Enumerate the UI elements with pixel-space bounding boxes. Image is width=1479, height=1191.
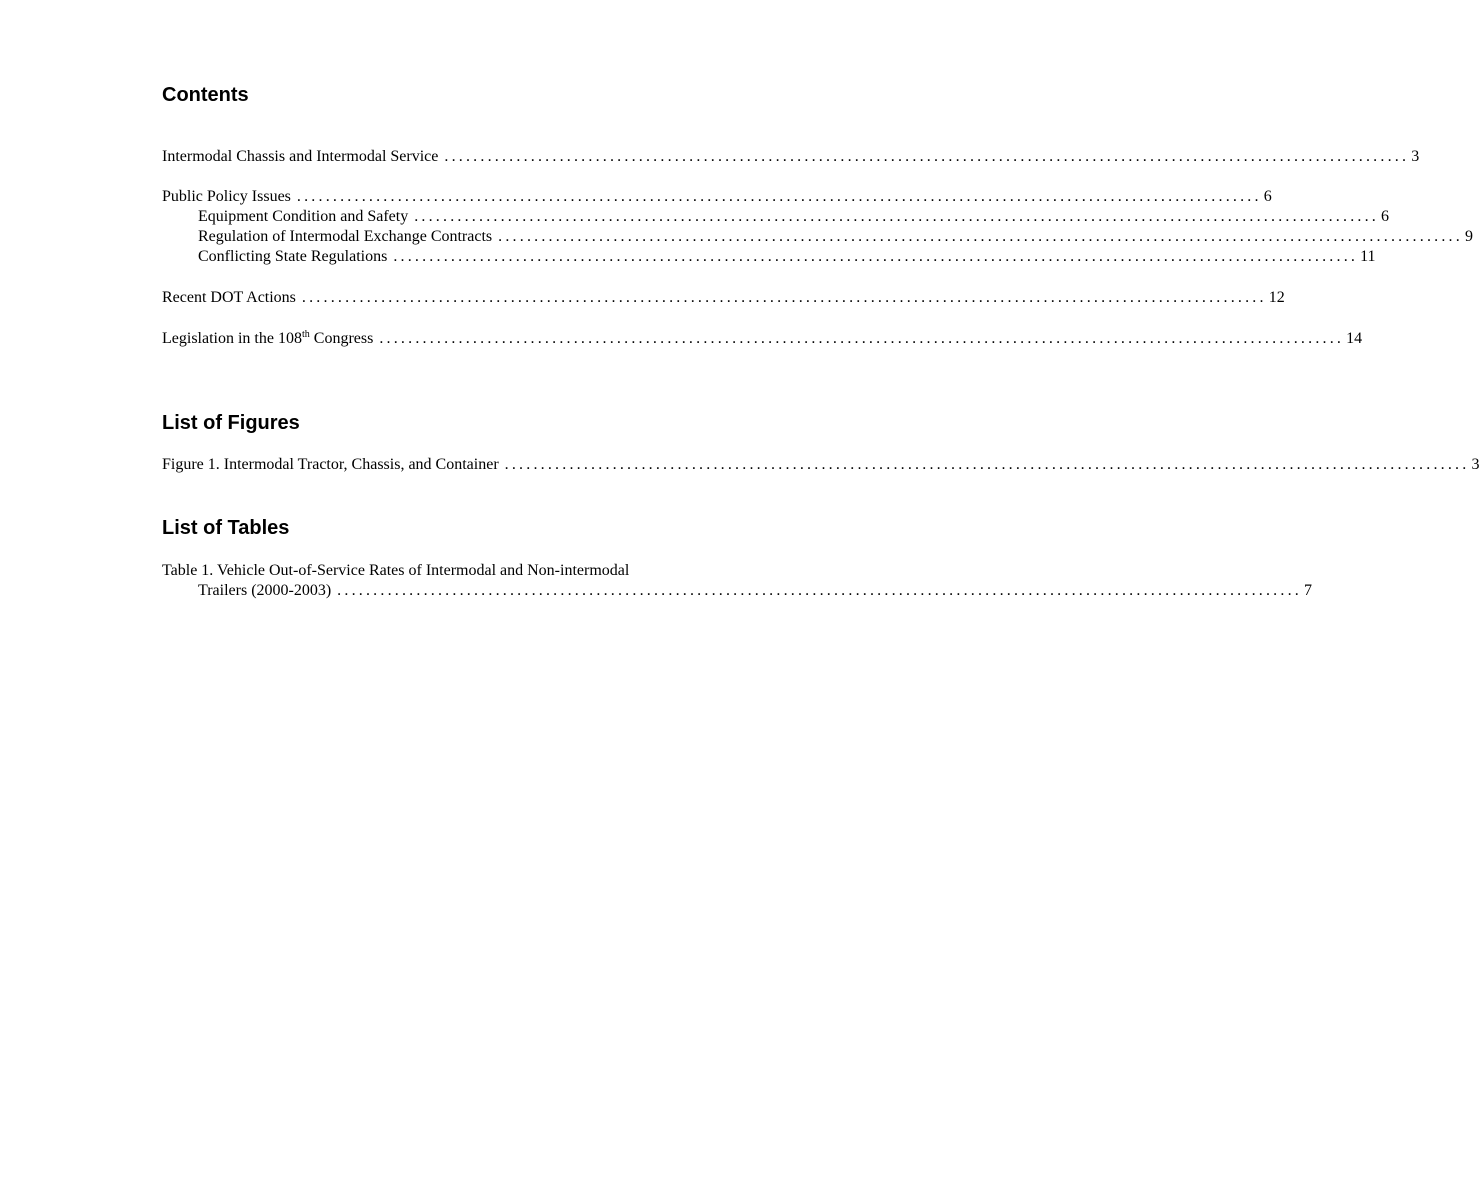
toc-entry-title: Conflicting State Regulations	[198, 248, 388, 265]
toc-entry-title: Equipment Condition and Safety	[198, 208, 409, 225]
toc-entry-title: Public Policy Issues	[162, 188, 291, 205]
toc-entry-page-number: 6	[1381, 208, 1390, 225]
figure-entry-title: Figure 1. Intermodal Tractor, Chassis, and Container	[162, 456, 499, 473]
dot-leader: ......................................................................................................................................	[498, 228, 1463, 245]
table-entry-1-title-line1[interactable]: Table 1. Vehicle Out-of-Service Rates of Intermodal and Non-intermodal	[162, 562, 630, 579]
toc-entry-conflicting-state-regulations[interactable]	[198, 247, 1376, 267]
toc-entry-legislation-108th-congress[interactable]	[162, 329, 1363, 349]
contents-heading: Contents	[162, 84, 249, 106]
toc-entry-intermodal-chassis[interactable]	[162, 147, 1420, 167]
toc-entry-page-number: 6	[1263, 188, 1272, 205]
toc-entry-title-suffix: Congress	[309, 330, 374, 347]
figure-entry-page-number: 3	[1471, 456, 1479, 473]
toc-entry-title: Intermodal Chassis and Intermodal Service	[162, 148, 439, 165]
table-entry-title-line2: Trailers (2000-2003)	[198, 582, 332, 599]
dot-leader: ......................................................................................................................................	[379, 330, 1345, 347]
toc-entry-regulation-exchange-contracts[interactable]	[198, 227, 1473, 247]
toc-entry-page-number: 12	[1268, 289, 1285, 306]
table-entry-page-number: 7	[1303, 582, 1312, 599]
list-of-tables-heading: List of Tables	[162, 517, 290, 539]
dot-leader: ......................................................................................................................................	[414, 208, 1380, 225]
dot-leader: ......................................................................................................................................	[337, 582, 1302, 599]
figure-entry-1[interactable]	[162, 455, 1479, 475]
toc-entry-title: Regulation of Intermodal Exchange Contracts	[198, 228, 493, 245]
toc-entry-page-number: 9	[1464, 228, 1473, 245]
dot-leader: ......................................................................................................................................	[301, 289, 1267, 306]
toc-entry-recent-dot-actions[interactable]	[162, 288, 1285, 308]
toc-entry-page-number: 14	[1346, 330, 1363, 347]
dot-leader: ......................................................................................................................................	[444, 148, 1410, 165]
list-of-figures-heading: List of Figures	[162, 412, 300, 434]
dot-leader: ......................................................................................................................................	[393, 248, 1359, 265]
ordinal-superscript: th	[301, 329, 310, 340]
toc-entry-title	[162, 329, 373, 349]
toc-entry-title: Recent DOT Actions	[162, 289, 296, 306]
toc-entry-equipment-condition[interactable]	[198, 207, 1390, 227]
toc-entry-title-prefix: Legislation in the 108	[162, 330, 302, 347]
dot-leader: ......................................................................................................................................	[296, 188, 1262, 205]
toc-entry-page-number: 3	[1411, 148, 1420, 165]
toc-entry-page-number: 11	[1360, 248, 1376, 265]
table-entry-1[interactable]	[198, 581, 1312, 601]
dot-leader: ......................................................................................................................................	[504, 456, 1470, 473]
toc-entry-public-policy-issues[interactable]	[162, 187, 1272, 207]
